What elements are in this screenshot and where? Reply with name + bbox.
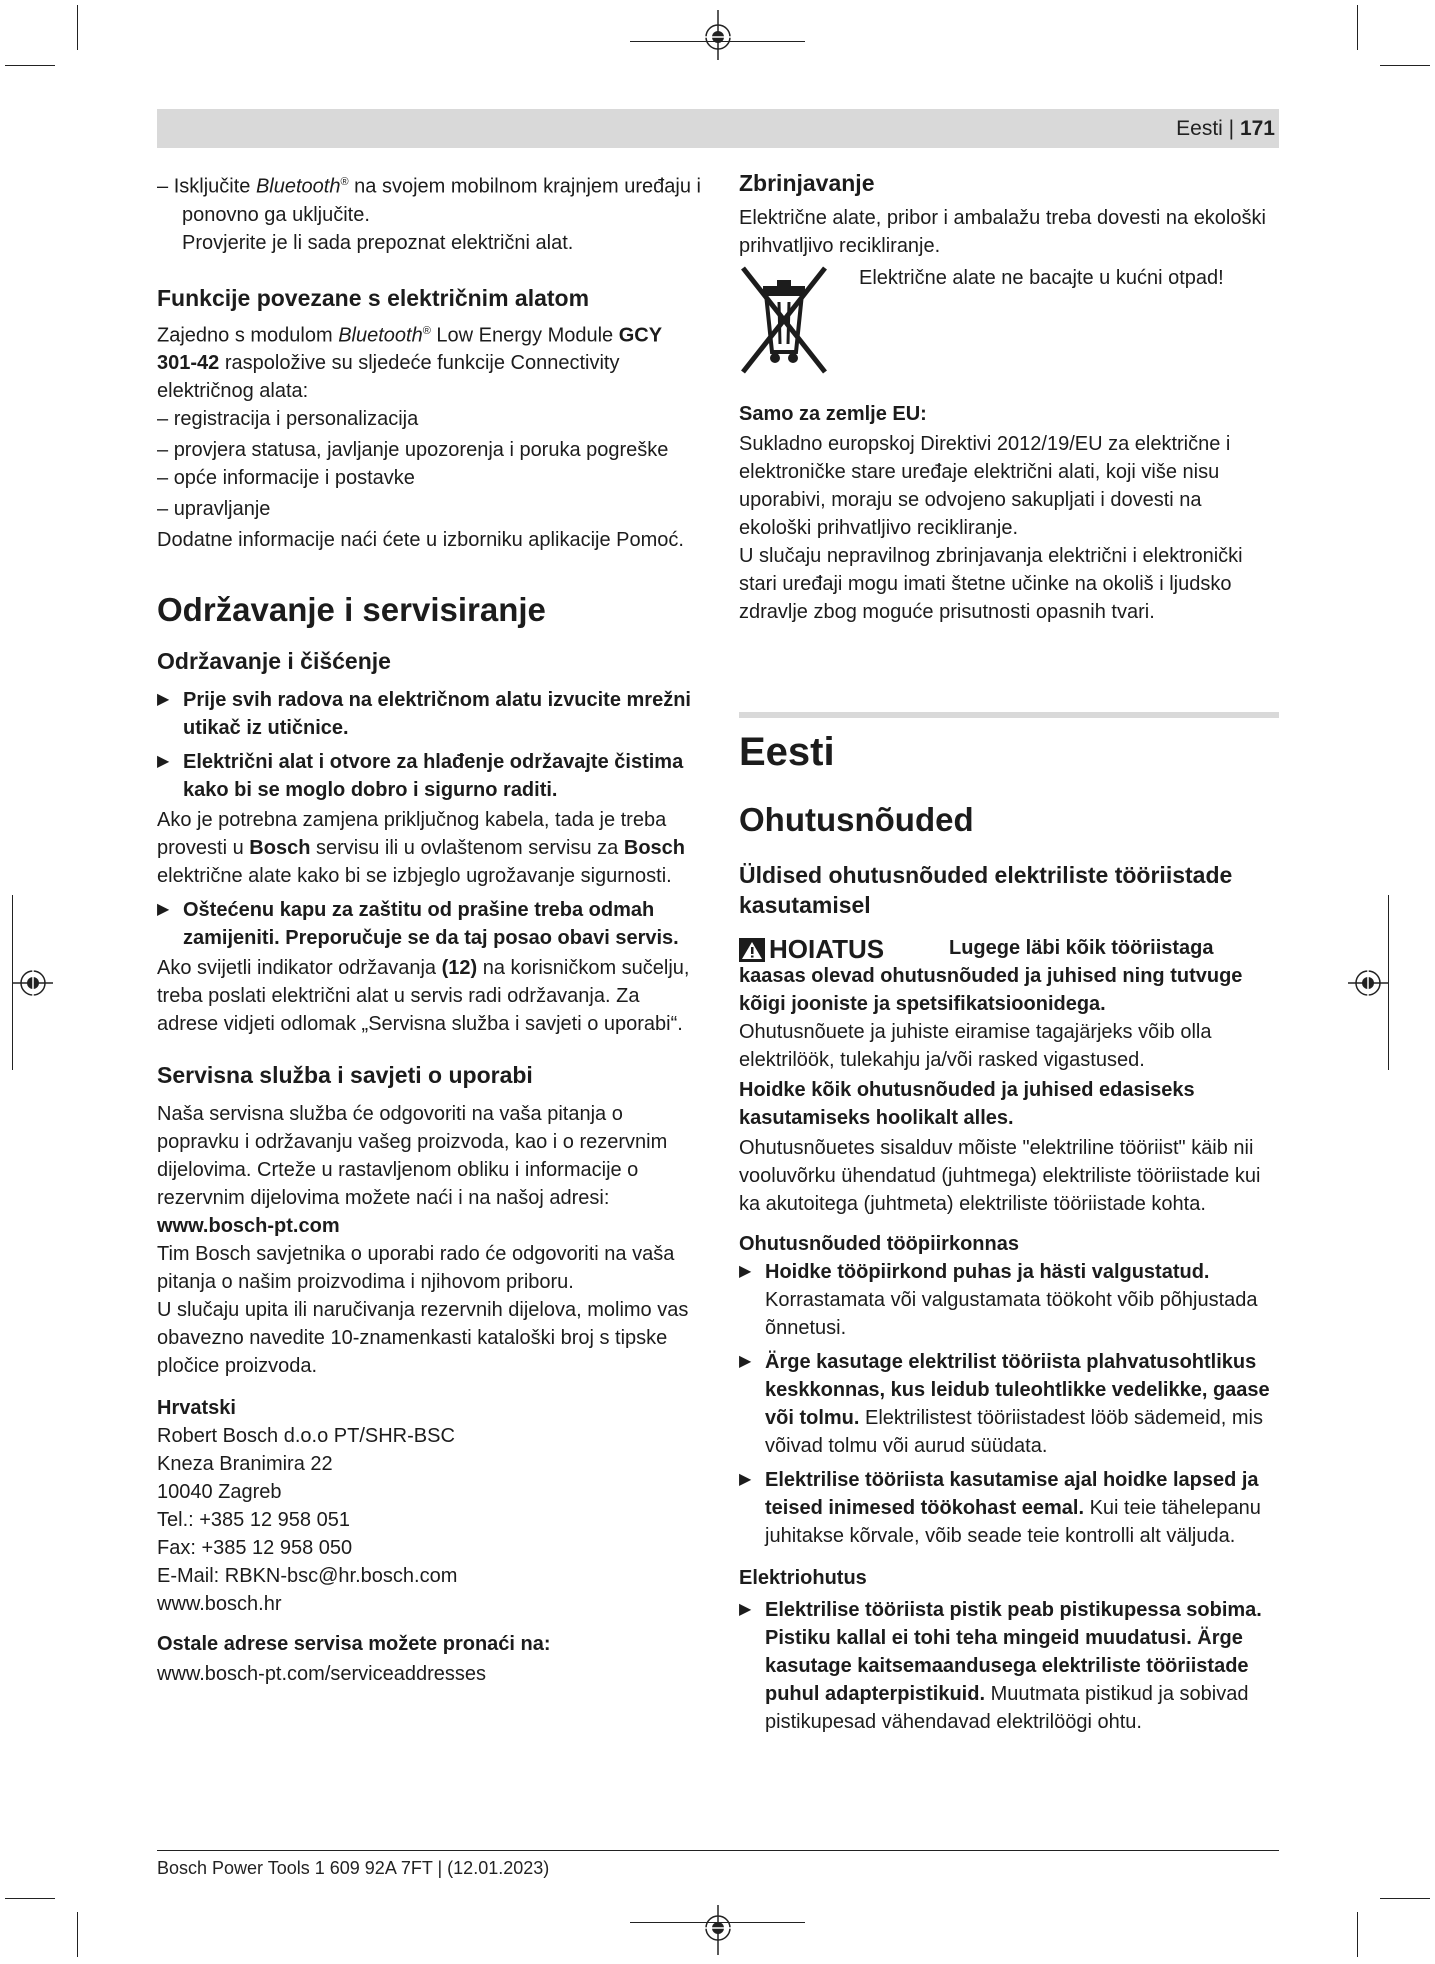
footer-text: Bosch Power Tools 1 609 92A 7FT | (12.01.2023) [157, 1858, 550, 1878]
disposal-note-row [739, 260, 1279, 380]
footer-rule [157, 1850, 1279, 1851]
service-url[interactable]: www.bosch-pt.com [157, 1215, 340, 1238]
right-column [739, 168, 1279, 1736]
safety-heading: Ohutusnõuded [739, 801, 974, 838]
page-header: Eesti | 171 [1176, 117, 1275, 140]
crop-mark [5, 1898, 55, 1899]
term-paragraph: Ohutusnõuetes sisalduv mõiste "elektriline tööriist" käib nii vooluvõrku ühendatud (juhtmega) elektriliste tööriistade kui ka akutoitega (juhtmeta) elektriliste tööriistade kohta. [739, 1137, 1261, 1215]
registration-target-icon [1348, 965, 1388, 1001]
service-paragraph: Naša servisna služba će odgovoriti na vaša pitanja o popravku i održavanju vašeg proizvoda, kao i o rezervnim dijelovima. Crteže u rastavljenom obliku i informacije o rezervnim dijelovima možete naći i na našoj adresi: [157, 1103, 668, 1210]
disposal-note: Električne alate ne bacajte u kućni otpad! [859, 267, 1224, 289]
warning-bullet: ▶ Oštećenu kapu za zaštitu od prašine treba odmah zamijeniti. Preporučuje se da taj posao obavi servis. [157, 899, 679, 950]
safety-bullet: ▶ Elektrilise tööriista pistik peab pistikupessa sobima. Pistiku kallal ei tohi teha mingeid muudatusi. Ärge kasutage kaitsemaandusega elektriliste tööriistade puhul adapterpistikuid. Muutmata pistikud ja sobivad pistikupesad vähendavad elektrilöögi ohtu. [739, 1599, 1262, 1733]
header-language: Eesti [1176, 117, 1223, 140]
other-addresses-url[interactable]: www.bosch-pt.com/serviceaddresses [157, 1663, 487, 1686]
bt-check-text: Provjerite je li sada prepoznat električni alat. [182, 231, 574, 254]
functions-heading: Funkcije povezane s električnim alatom [157, 284, 590, 311]
warning-triangle-icon [739, 938, 765, 962]
electrical-safety-heading: Elektriohutus [739, 1567, 867, 1589]
warning-bullet: ▶ Prije svih radova na električnom alatu izvucite mrežni utikač iz utičnice. [157, 689, 691, 740]
service-paragraph: Tim Bosch savjetnika o uporabi rado će odgovoriti na vaša pitanja o našim proizvodima i njihovom priboru. [157, 1243, 675, 1294]
warning-text: Lugege läbi kõik tööriistaga kaasas olevad ohutusnõuded ja juhised ning tutvuge kõigi jooniste ja spetsifikatsioonidega. [739, 937, 1243, 1015]
country-label: Hrvatski [157, 1397, 236, 1420]
crossed-bin-icon [739, 264, 829, 376]
header-bar [157, 109, 1279, 148]
bt-restart-item: – Isključite Bluetooth® na svojem mobilnom krajnjem uređaju i ponovno ga uključite. [157, 175, 701, 226]
cleaning-heading: Održavanje i čišćenje [157, 648, 391, 675]
eu-heading: Samo za zemlje EU: [739, 403, 927, 425]
function-item: – registracija i personalizacija [157, 408, 419, 431]
address-line: Tel.: +385 12 958 051 [157, 1509, 350, 1532]
address-line[interactable]: www.bosch.hr [157, 1593, 282, 1616]
registration-target-icon [700, 10, 736, 60]
other-addresses-heading: Ostale adrese servisa možete pronaći na: [157, 1633, 551, 1656]
address-line: Fax: +385 12 958 050 [157, 1537, 353, 1560]
eu-paragraph: Sukladno europskoj Direktivi 2012/19/EU za električne i elektroničke stare uređaje električni alati, koji više nisu uporabivi, moraju se odvojeno sakupljati i dovesti na ekološki prihvatljivo recikliranje. [739, 433, 1231, 539]
keep-instructions: Hoidke kõik ohutusnõuded ja juhised edasiseks kasutamiseks hoolikalt alles. [739, 1079, 1195, 1129]
functions-intro: Zajedno s modulom Bluetooth® Low Energy Module GCY 301-42 raspoložive su sljedeće funkcije Connectivity električnog alata: [157, 324, 662, 403]
address-line: Kneza Branimira 22 [157, 1453, 333, 1476]
registration-target-icon [700, 1905, 736, 1955]
address-line[interactable]: E-Mail: RBKN-bsc@hr.bosch.com [157, 1565, 458, 1588]
eu-paragraph: U slučaju nepravilnog zbrinjavanja električni i elektronički stari uređaji mogu imati štetne učinke na okoliš i ljudsko zdravlje zbog moguće prisutnosti opasnih tvari. [739, 545, 1243, 623]
crop-mark [77, 5, 78, 50]
crop-mark [1388, 895, 1389, 1070]
functions-more: Dodatne informacije naći ćete u izborniku aplikacije Pomoć. [157, 529, 684, 552]
warning-bullet: ▶ Električni alat i otvore za hlađenje održavajte čistima kako bi se moglo dobro i sigurno raditi. [157, 751, 684, 802]
crop-mark [77, 1912, 78, 1957]
function-item: – upravljanje [157, 498, 271, 521]
function-item: – opće informacije i postavke [157, 467, 415, 490]
general-safety-heading: Üldised ohutusnõuded elektriliste tööriistade kasutamisel [739, 862, 1233, 918]
maintenance-heading: Održavanje i servisiranje [157, 591, 546, 629]
service-paragraph: U slučaju upita ili naručivanja rezervnih dijelova, molimo vas obavezno navedite 10-znamenkasti kataloški broj s tipske pločice proizvoda. [157, 1299, 689, 1378]
address-line: Robert Bosch d.o.o PT/SHR-BSC [157, 1425, 455, 1448]
work-area-heading: Ohutusnõuded tööpiirkonnas [739, 1233, 1019, 1255]
warning-paragraph: Ohutusnõuete ja juhiste eiramise tagajärjeks võib olla elektrilöök, tulekahju ja/või rasked vigastused. [739, 1021, 1212, 1071]
page-number: 171 [1239, 117, 1275, 140]
disposal-paragraph: Električne alate, pribor i ambalažu treba dovesti na ekološki prihvatljivo recikliranje. [739, 207, 1266, 257]
language-heading: Eesti [739, 730, 835, 774]
indicator-paragraph: Ako svijetli indikator održavanja (12) na korisničkom sučelju, treba poslati električni alat u servis radi održavanja. Za adrese vidjeti odlomak „Servisna služba i savjeti o uporabi“. [157, 957, 690, 1036]
section-rule [739, 712, 1279, 718]
function-item: – provjera statusa, javljanje upozorenja i poruka pogreške [157, 439, 669, 462]
crop-mark [1380, 65, 1430, 66]
crop-mark [5, 65, 55, 66]
warning-block [739, 934, 1279, 1018]
cable-paragraph: Ako je potrebna zamjena priključnog kabela, tada je treba provesti u Bosch servisu ili u ovlaštenom servisu za Bosch električne alate kako bi se izbjeglo ugrožavanje sigurnosti. [157, 809, 685, 888]
disposal-heading: Zbrinjavanje [739, 170, 875, 196]
crop-mark [1357, 5, 1358, 50]
service-heading: Servisna služba i savjeti o uporabi [157, 1062, 533, 1089]
registration-target-icon [13, 965, 53, 1001]
safety-bullet: ▶ Ärge kasutage elektrilist tööriista plahvatusohtlikus keskkonnas, kus leidub tuleohtlikke vedelikke, gaase või tolmu. Elektrilistest tööriistadest lööb sädemeid, mis võivad tolmu või aurud süüdata. [739, 1351, 1270, 1457]
crop-mark [1380, 1898, 1430, 1899]
safety-bullet: ▶ Hoidke tööpiirkond puhas ja hästi valgustatud. Korrastamata või valgustamata töökoht võib põhjustada õnnetusi. [739, 1261, 1258, 1339]
address-line: 10040 Zagreb [157, 1481, 282, 1504]
warning-badge: HOIATUS [739, 934, 884, 965]
safety-bullet: ▶ Elektrilise tööriista kasutamise ajal hoidke lapsed ja teised inimesed töökohast eemal. Kui teie tähelepanu juhitakse kõrvale, võib seade teie kontrolli alt väljuda. [739, 1469, 1261, 1547]
left-column [157, 168, 702, 1688]
crop-mark [1357, 1912, 1358, 1957]
